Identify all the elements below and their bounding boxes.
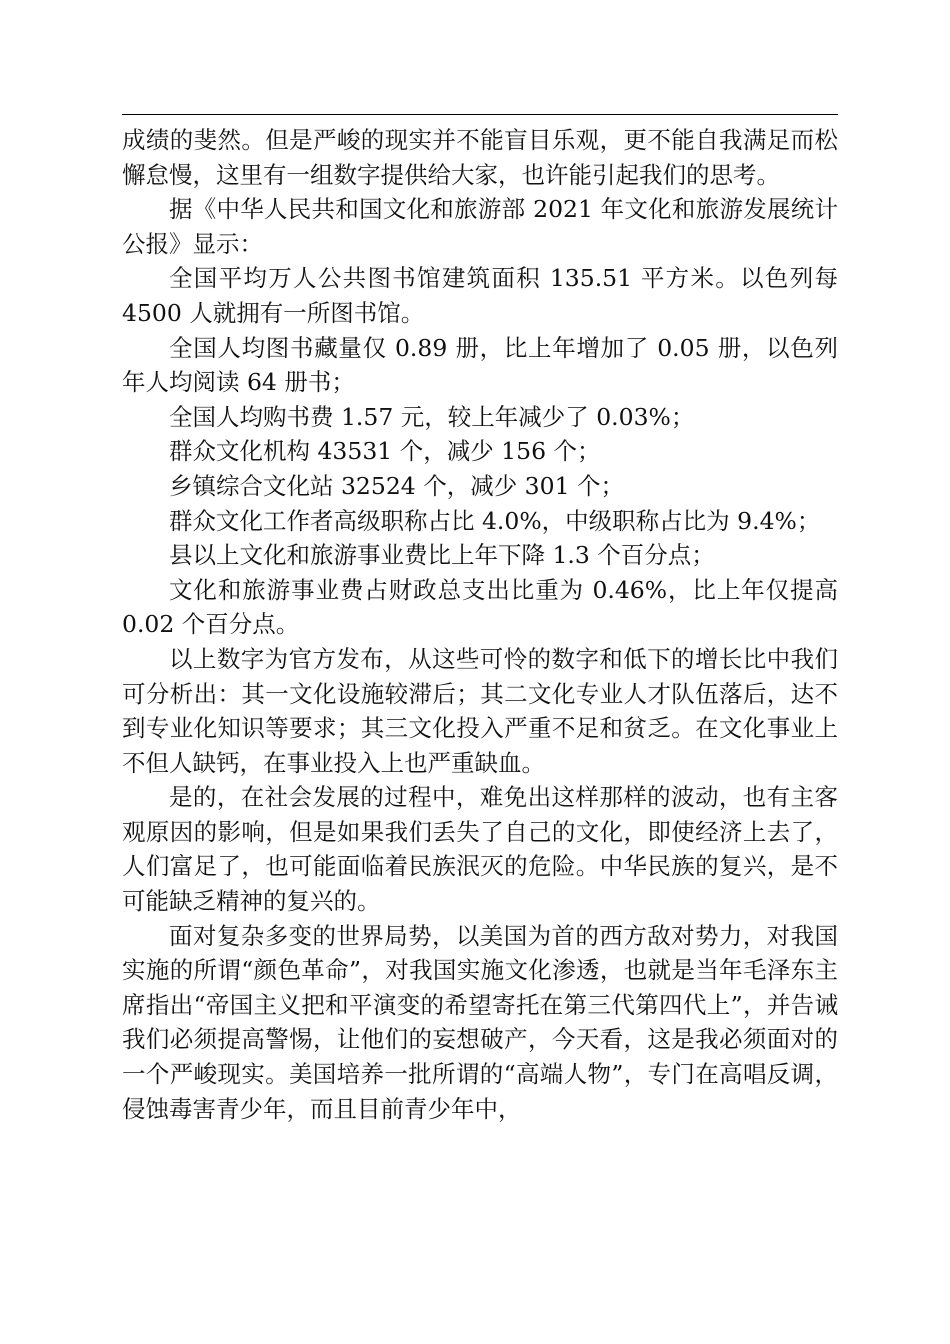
paragraph-cultural-institutions: 群众文化机构 43531 个，减少 156 个； <box>169 437 601 466</box>
body-text <box>122 123 838 1126</box>
paragraph-book-collection: 全国人均图书藏量仅 0.89 册，比上年增加了 0.05 册，以色列年人均阅读 64 册书； <box>122 333 838 397</box>
paragraph-world-situation: 面对复杂多变的世界局势，以美国为首的西方敌对势力，对我国实施的所谓“颜色革命”，对我国实施文化渗透，也就是当年毛泽东主席指出“帝国主义把和平演变的希望寄托在第三代第四代上”，并告诫我们必须提高警惕，让他们的妄想破产，今天看，这是我必须面对的一个严峻现实。美国培养一批所谓的“高端人物”，专门在高唱反调，侵蚀毒害青少年，而且目前青少年中， <box>122 921 838 1123</box>
paragraph-county-expenses: 县以上文化和旅游事业费比上年下降 1.3 个百分点； <box>169 541 715 570</box>
paragraph-revival: 是的，在社会发展的过程中，难免出这样那样的波动，也有主客观原因的影响，但是如果我们丢失了自己的文化，即使经济上去了，人们富足了，也可能面临着民族泯灭的危险。中华民族的复兴，是不可能缺乏精神的复兴的。 <box>122 783 838 916</box>
paragraph-expense-share: 文化和旅游事业费占财政总支出比重为 0.46%，比上年仅提高 0.02 个百分点。 <box>122 575 838 639</box>
paragraph-township-stations: 乡镇综合文化站 32524 个，减少 301 个； <box>169 471 624 500</box>
header-rule <box>122 114 838 115</box>
paragraph-library-area: 全国平均万人公共图书馆建筑面积 135.51 平方米。以色列每 4500 人就拥有一所图书馆。 <box>122 264 838 327</box>
paragraph-worker-titles: 群众文化工作者高级职称占比 4.0%，中级职称占比为 9.4%； <box>169 506 821 535</box>
paragraph-source: 据《中华人民共和国文化和旅游部 2021 年文化和旅游发展统计公报》显示： <box>122 195 838 258</box>
paragraph-continuation: 成绩的斐然。但是严峻的现实并不能盲目乐观，更不能自我满足而松懈怠慢，这里有一组数字提供给大家，也许能引起我们的思考。 <box>122 126 838 189</box>
paragraph-book-spending: 全国人均购书费 1.57 元，较上年减少了 0.03%； <box>169 402 695 431</box>
paragraph-analysis: 以上数字为官方发布，从这些可怜的数字和低下的增长比中我们可分析出：其一文化设施较滞后；其二文化专业人才队伍落后，达不到专业化知识等要求；其三文化投入严重不足和贫乏。在文化事业上不但人缺钙，在事业投入上也严重缺血。 <box>122 644 838 777</box>
